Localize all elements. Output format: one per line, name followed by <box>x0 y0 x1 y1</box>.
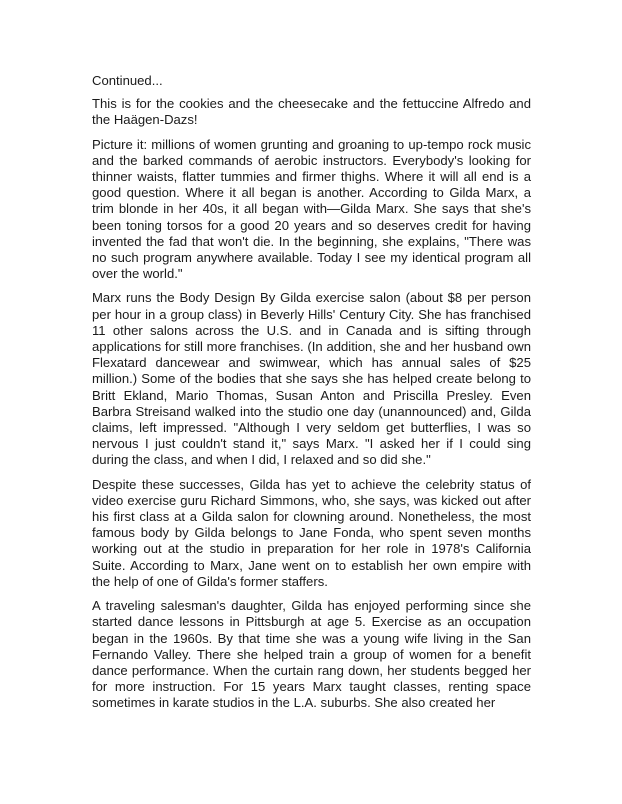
paragraph-2: Picture it: millions of women grunting and groaning to up-tempo rock music and the barked commands of aerobic instructors. Everybody's looking for thinner waists, flatter tummies and firmer thighs. Where it will all end is a good question. Where it all began is another. According to Gilda Marx, a trim blonde in her 40s, it all began with—Gilda Marx. She says that she's been toning torsos for a good 20 years and so deserves credit for having invented the fad that won't die. In the beginning, she explains, "There was no such program anywhere available. Today I see my identical program all over the world." <box>92 136 531 282</box>
paragraph-4: Despite these successes, Gilda has yet to achieve the celebrity status of video exercise guru Richard Simmons, who, she says, was kicked out after his first class at a Gilda salon for clowning around. Nonetheless, the most famous body by Gilda belongs to Jane Fonda, who spent seven months working out at the studio in preparation for her role in 1978's California Suite. According to Marx, Jane went on to establish her own empire with the help of one of Gilda's former staffers. <box>92 476 531 589</box>
continued-label: Continued... <box>92 73 163 88</box>
paragraph-3: Marx runs the Body Design By Gilda exercise salon (about $8 per person per hour in a group class) in Beverly Hills' Century City. She has franchised 11 other salons across the U.S. and in Canada and is sifting through applications for still more franchises. (In addition, she and her husband own Flexatard dancewear and swimwear, which has annual sales of $25 million.) Some of the bodies that she says she has helped create belong to Britt Ekland, Mario Thomas, Susan Anton and Priscilla Presley. Even Barbra Streisand walked into the studio one day (unannounced) and, Gilda claims, left impressed. "Although I very seldom get butterflies, I was so nervous I just couldn't stand it," says Marx. "I asked her if I could sing during the class, and when I did, I relaxed and so did she." <box>92 290 531 468</box>
paragraph-1: This is for the cookies and the cheesecake and the fettuccine Alfredo and the Haägen-Dazs! <box>92 96 531 128</box>
paragraph-5: A traveling salesman's daughter, Gilda has enjoyed performing since she started dance lessons in Pittsburgh at age 5. Exercise as an occupation began in the 1960s. By that time she was a young wife living in the San Fernando Valley. There she helped train a group of women for a benefit dance performance. When the curtain rang down, her students begged her for more instruction. For 15 years Marx taught classes, renting space sometimes in karate studios in the L.A. suburbs. She also created her <box>92 598 531 711</box>
